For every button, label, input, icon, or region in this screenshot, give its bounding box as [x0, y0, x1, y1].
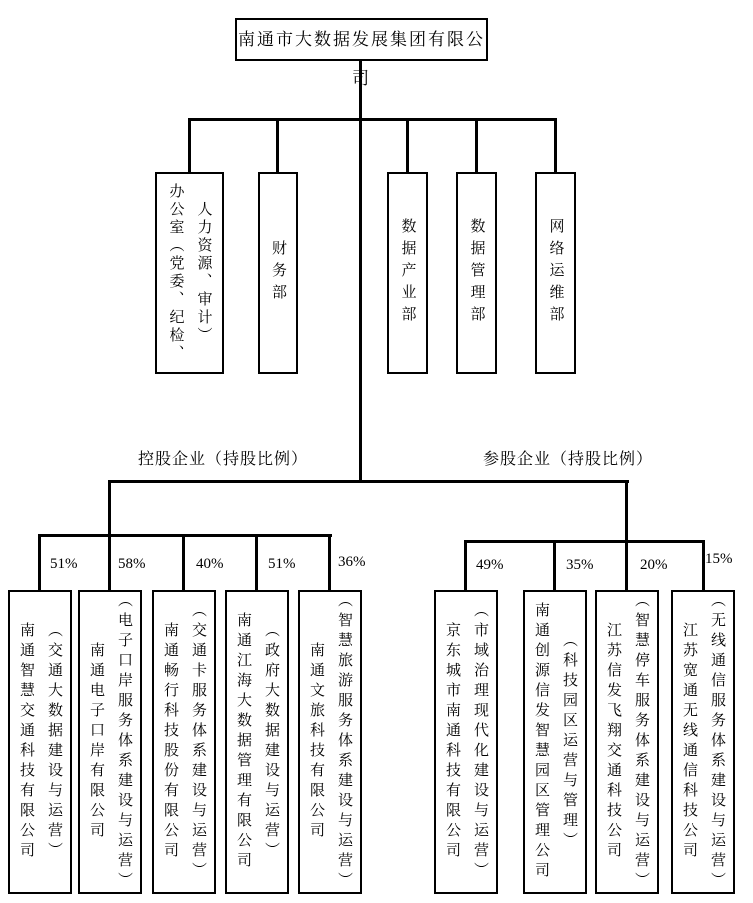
- connector-dept-hline: [188, 118, 557, 121]
- company-box-holding-3: [152, 590, 216, 894]
- company-box-participating-4: [671, 590, 735, 894]
- dept-box-finance: [258, 172, 298, 374]
- company-note: （无线通信服务体系建设与运营）: [709, 592, 725, 892]
- dept-label: 财务部: [270, 240, 286, 306]
- dept-label: 网络运维部: [547, 218, 564, 328]
- org-root-box: [235, 18, 488, 88]
- company-box-holding-4: [225, 590, 289, 894]
- company-name: 京东城市南通科技有限公司: [444, 622, 460, 862]
- company-note: （电子口岸服务体系建设与运营）: [116, 592, 132, 892]
- company-note: （科技园区运营与管理）: [561, 632, 577, 852]
- percent-label-holding-3: 40%: [196, 556, 224, 572]
- percent-label-holding-2: 58%: [118, 556, 146, 572]
- dept-label: 数据管理部: [468, 218, 485, 328]
- company-note: （交通大数据建设与运营）: [46, 622, 62, 862]
- percent-label-participating-3: 20%: [640, 557, 668, 573]
- dept-box-office: [155, 172, 224, 374]
- connector-dept-drop-1: [188, 118, 191, 172]
- connector-branch-hline: [108, 480, 629, 483]
- company-box-participating-2: [523, 590, 587, 894]
- dept-label: 办公室（党委、纪检、: [167, 183, 184, 363]
- connector-dept-drop-2: [276, 118, 279, 172]
- percent-label-holding-1: 51%: [50, 556, 78, 572]
- connector-holding-subhline: [38, 534, 332, 537]
- dept-label: 数据产业部: [399, 218, 416, 328]
- percent-label-participating-1: 49%: [476, 557, 504, 573]
- company-name: 南通江海大数据管理有限公司: [235, 612, 251, 872]
- company-name: 南通智慧交通科技有限公司: [18, 622, 34, 862]
- connector-dept-drop-3: [406, 118, 409, 172]
- company-note: （交通卡服务体系建设与运营）: [190, 602, 206, 882]
- company-name: 南通畅行科技股份有限公司: [162, 622, 178, 862]
- dept-box-data-industry: [387, 172, 428, 374]
- connector-dept-drop-5: [554, 118, 557, 172]
- percent-label-holding-5: 36%: [338, 554, 366, 570]
- company-note: （智慧旅游服务体系建设与运营）: [336, 592, 352, 892]
- company-note: （市域治理现代化建设与运营）: [472, 602, 488, 882]
- org-root-title: 南通市大数据发展集团有限公司: [238, 30, 485, 88]
- company-name: 南通文旅科技有限公司: [308, 642, 324, 842]
- connector-dept-drop-4: [475, 118, 478, 172]
- branch-label-participating: 参股企业（持股比例）: [482, 451, 653, 468]
- connector-holding-drop-4: [255, 534, 258, 590]
- connector-holding-drop-1: [38, 534, 41, 590]
- connector-participating-drop: [625, 480, 628, 590]
- dept-box-data-management: [456, 172, 497, 374]
- dept-box-network-ops: [535, 172, 576, 374]
- company-note: （政府大数据建设与运营）: [263, 622, 279, 862]
- company-box-holding-2: [78, 590, 142, 894]
- dept-label: 人力资源、审计）: [195, 201, 212, 345]
- connector-participating-drop-2: [553, 540, 556, 590]
- company-name: 江苏宽通无线通信科技公司: [681, 622, 697, 862]
- branch-label-holding: 控股企业（持股比例）: [137, 451, 308, 468]
- connector-holding-drop-3: [182, 534, 185, 590]
- company-name: 江苏信发飞翔交通科技公司: [605, 622, 621, 862]
- connector-trunk: [359, 61, 362, 483]
- connector-holding-drop-5: [328, 534, 331, 590]
- company-name: 南通创源信发智慧园区管理公司: [533, 602, 549, 882]
- company-box-participating-3: [595, 590, 659, 894]
- company-name: 南通电子口岸有限公司: [88, 642, 104, 842]
- connector-participating-subhline: [464, 540, 705, 543]
- percent-label-holding-4: 51%: [268, 556, 296, 572]
- connector-participating-drop-1: [464, 540, 467, 590]
- percent-label-participating-2: 35%: [566, 557, 594, 573]
- company-box-holding-5: [298, 590, 362, 894]
- company-box-participating-1: [434, 590, 498, 894]
- company-box-holding-1: [8, 590, 72, 894]
- percent-label-participating-4: 15%: [705, 551, 733, 567]
- company-note: （智慧停车服务体系建设与运营）: [633, 592, 649, 892]
